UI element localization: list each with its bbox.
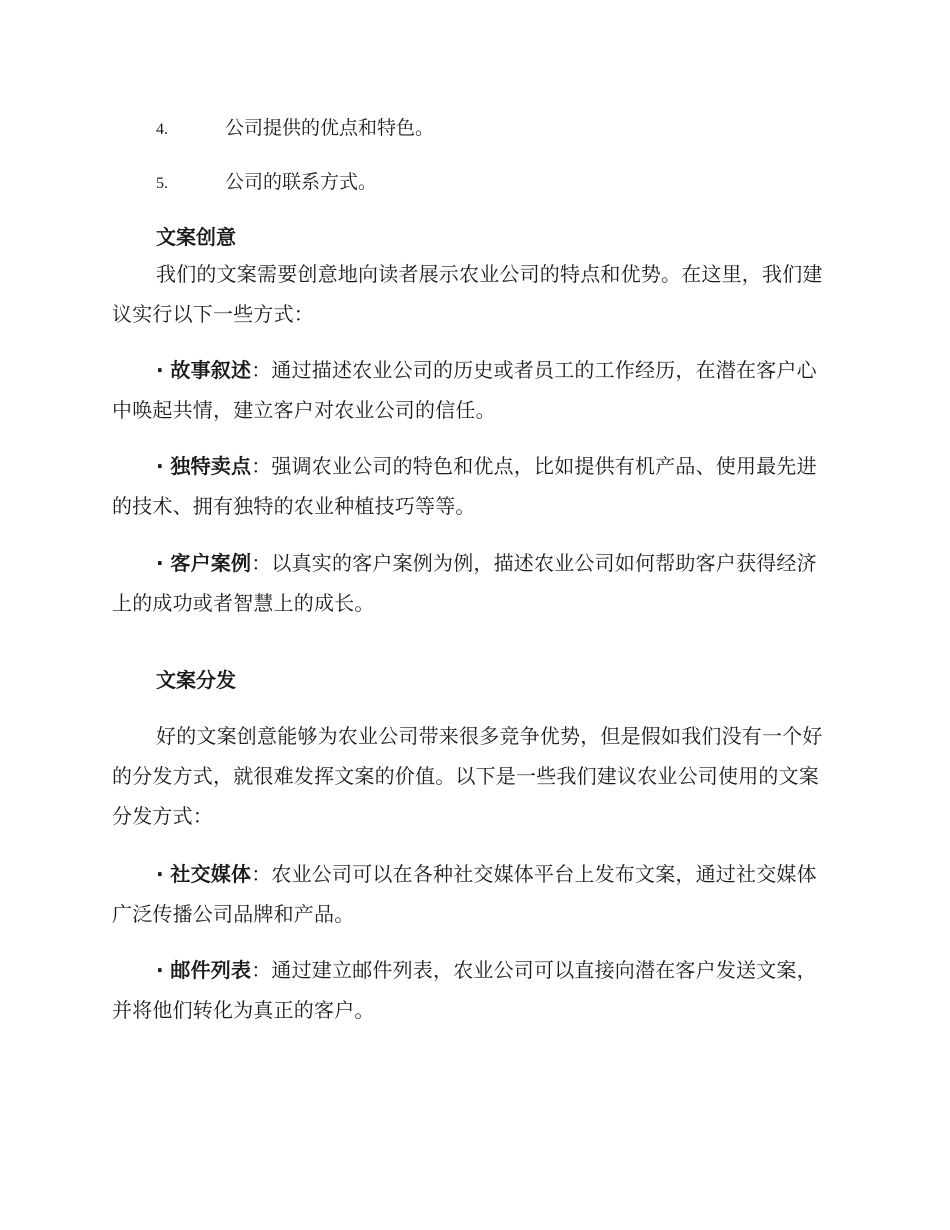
bullet-text: 农业公司可以在各种社交媒体平台上发布文案，通过社交媒体广泛传播公司品牌和产品。: [112, 862, 817, 926]
paragraph: 好的文案创意能够为农业公司带来很多竞争优势，但是假如我们没有一个好的分发方式，就很难发挥文案的价值。以下是一些我们建议农业公司使用的文案分发方式：: [112, 724, 823, 828]
bullet-term: 独特卖点: [170, 454, 252, 478]
bullet-term: 故事叙述: [170, 358, 252, 382]
bullet-mark: ·: [156, 551, 164, 575]
bullet-paragraph: [112, 446, 830, 526]
bullet-paragraph: [112, 543, 830, 623]
bullet-paragraph: [112, 350, 830, 430]
bullet-term: 客户案例: [170, 551, 252, 575]
bullet-text: 强调农业公司的特色和优点，比如提供有机产品、使用最先进的技术、拥有独特的农业种植技巧等等。: [112, 454, 817, 518]
bullet-term: 社交媒体: [170, 862, 252, 886]
bullet-mark: ·: [156, 862, 164, 886]
bullet-mark: ·: [156, 958, 164, 982]
section-heading: 文案创意: [156, 225, 236, 249]
bullet-separator: ：: [251, 454, 272, 478]
bullet-mark: ·: [156, 454, 164, 478]
section-heading: 文案分发: [156, 668, 236, 692]
bullet-separator: ：: [251, 551, 272, 575]
bullet-term: 邮件列表: [170, 958, 252, 982]
bullet-text: 通过描述农业公司的历史或者员工的工作经历，在潜在客户心中唤起共情，建立客户对农业公司的信任。: [112, 358, 817, 422]
bullet-paragraph: [112, 950, 830, 1030]
list-item: [156, 114, 434, 144]
list-text: 公司的联系方式。: [225, 171, 378, 193]
list-text: 公司提供的优点和特色。: [225, 117, 435, 139]
paragraph: 我们的文案需要创意地向读者展示农业公司的特点和优势。在这里，我们建议实行以下一些方式：: [112, 262, 823, 326]
bullet-separator: ：: [251, 862, 272, 886]
list-item: [156, 168, 377, 198]
list-number: 4.: [156, 121, 168, 138]
bullet-mark: ·: [156, 358, 164, 382]
list-number: 5.: [156, 175, 168, 192]
bullet-text: 通过建立邮件列表，农业公司可以直接向潜在客户发送文案，并将他们转化为真正的客户。: [112, 958, 817, 1022]
bullet-text: 以真实的客户案例为例，描述农业公司如何帮助客户获得经济上的成功或者智慧上的成长。: [112, 551, 817, 615]
bullet-separator: ：: [251, 358, 272, 382]
bullet-paragraph: [112, 854, 830, 934]
bullet-separator: ：: [251, 958, 272, 982]
